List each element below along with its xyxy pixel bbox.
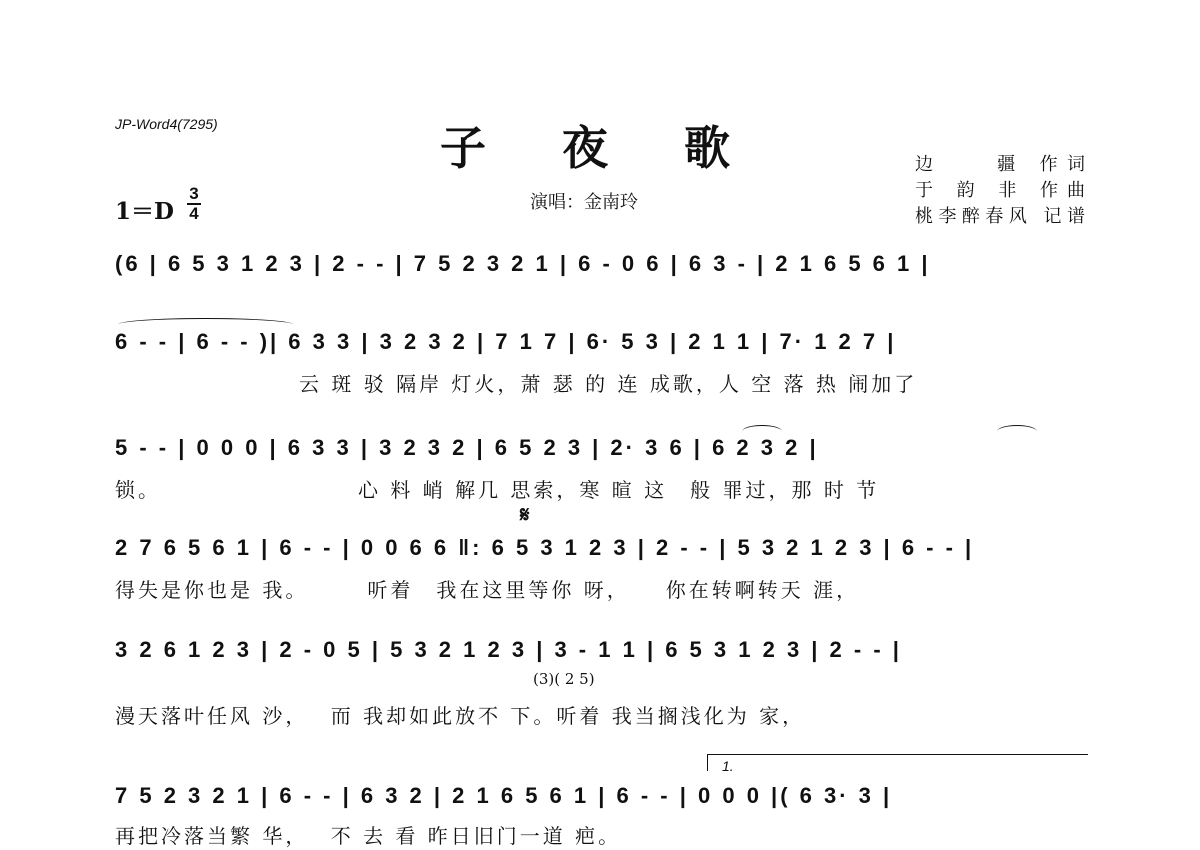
segno-mark: 𝄋 — [520, 502, 530, 527]
notation-row-4: 2 7 6 5 6 1 | 6 - - | 0 0 6 6 ‖: 6 5 3 1 2 3 | 2 - - | 5 3 2 1 2 3 | 6 - - | — [115, 535, 975, 560]
key-signature: 1＝D — [115, 198, 174, 225]
lyric-row-3: 锁。 心 料 峭 解几 思索，寒 暄 这 般 罪过，那 时 节 — [115, 478, 880, 502]
meter-bottom: 4 — [189, 204, 199, 223]
notation-row-1: (6 | 6 5 3 1 2 3 | 2 - - | 7 5 2 3 2 1 | 6 - 0 6 | 6 3 - | 2 1 6 5 6 1 | — [115, 251, 931, 276]
lyric-row-2: 云 斑 驳 隔岸 灯火，萧 瑟 的 连 成歌，人 空 落 热 闹加了 — [115, 372, 918, 396]
song-title: 子 夜 歌 — [439, 121, 761, 175]
meter-top: 3 — [189, 184, 199, 203]
lyric-row-6: 再把冷落当繁 华， 不 去 看 昨日旧门一道 疤。 — [115, 824, 622, 848]
notation-row-5: 3 2 6 1 2 3 | 2 - 0 5 | 5 3 2 1 2 3 | 3 - 1 1 | 6 5 3 1 2 3 | 2 - - | — [115, 637, 902, 662]
software-label: JP-Word4(7295) — [115, 116, 218, 132]
lyricist-credit: 边 疆 作词 — [915, 154, 1085, 175]
time-signature — [187, 186, 201, 222]
lyric-row-5: 漫天落叶任风 沙， 而 我却如此放不 下。听着 我当搁浅化为 家， — [115, 704, 806, 728]
volta-bracket — [707, 754, 1088, 771]
notation-row-6: 7 5 2 3 2 1 | 6 - - | 6 3 2 | 2 1 6 5 6 1 | 6 - - | 0 0 0 |( 6 3· 3 | — [115, 783, 893, 808]
notation-row-2: 6 - - | 6 - - )| 6 3 3 | 3 2 3 2 | 7 1 7 | 6· 5 3 | 2 1 1 | 7· 1 2 7 | — [115, 329, 897, 354]
lyric-row-4: 得失是你也是 我。 听着 我在这里等你 呀， 你在转啊转天 涯， — [115, 578, 860, 602]
transcriber-credit: 桃李醉春风 记谱 — [915, 206, 1085, 227]
alternate-notes: (3)( 2 5) — [533, 670, 595, 688]
singer-credit: 演唱：金南玲 — [530, 192, 638, 213]
notation-row-3: 5 - - | 0 0 0 | 6 3 3 | 3 2 3 2 | 6 5 2 3 | 2· 3 6 | 6 2 3 2 | — [115, 435, 819, 460]
composer-credit: 于 韵 非 作曲 — [915, 180, 1085, 201]
volta-label: 1. — [722, 758, 734, 774]
